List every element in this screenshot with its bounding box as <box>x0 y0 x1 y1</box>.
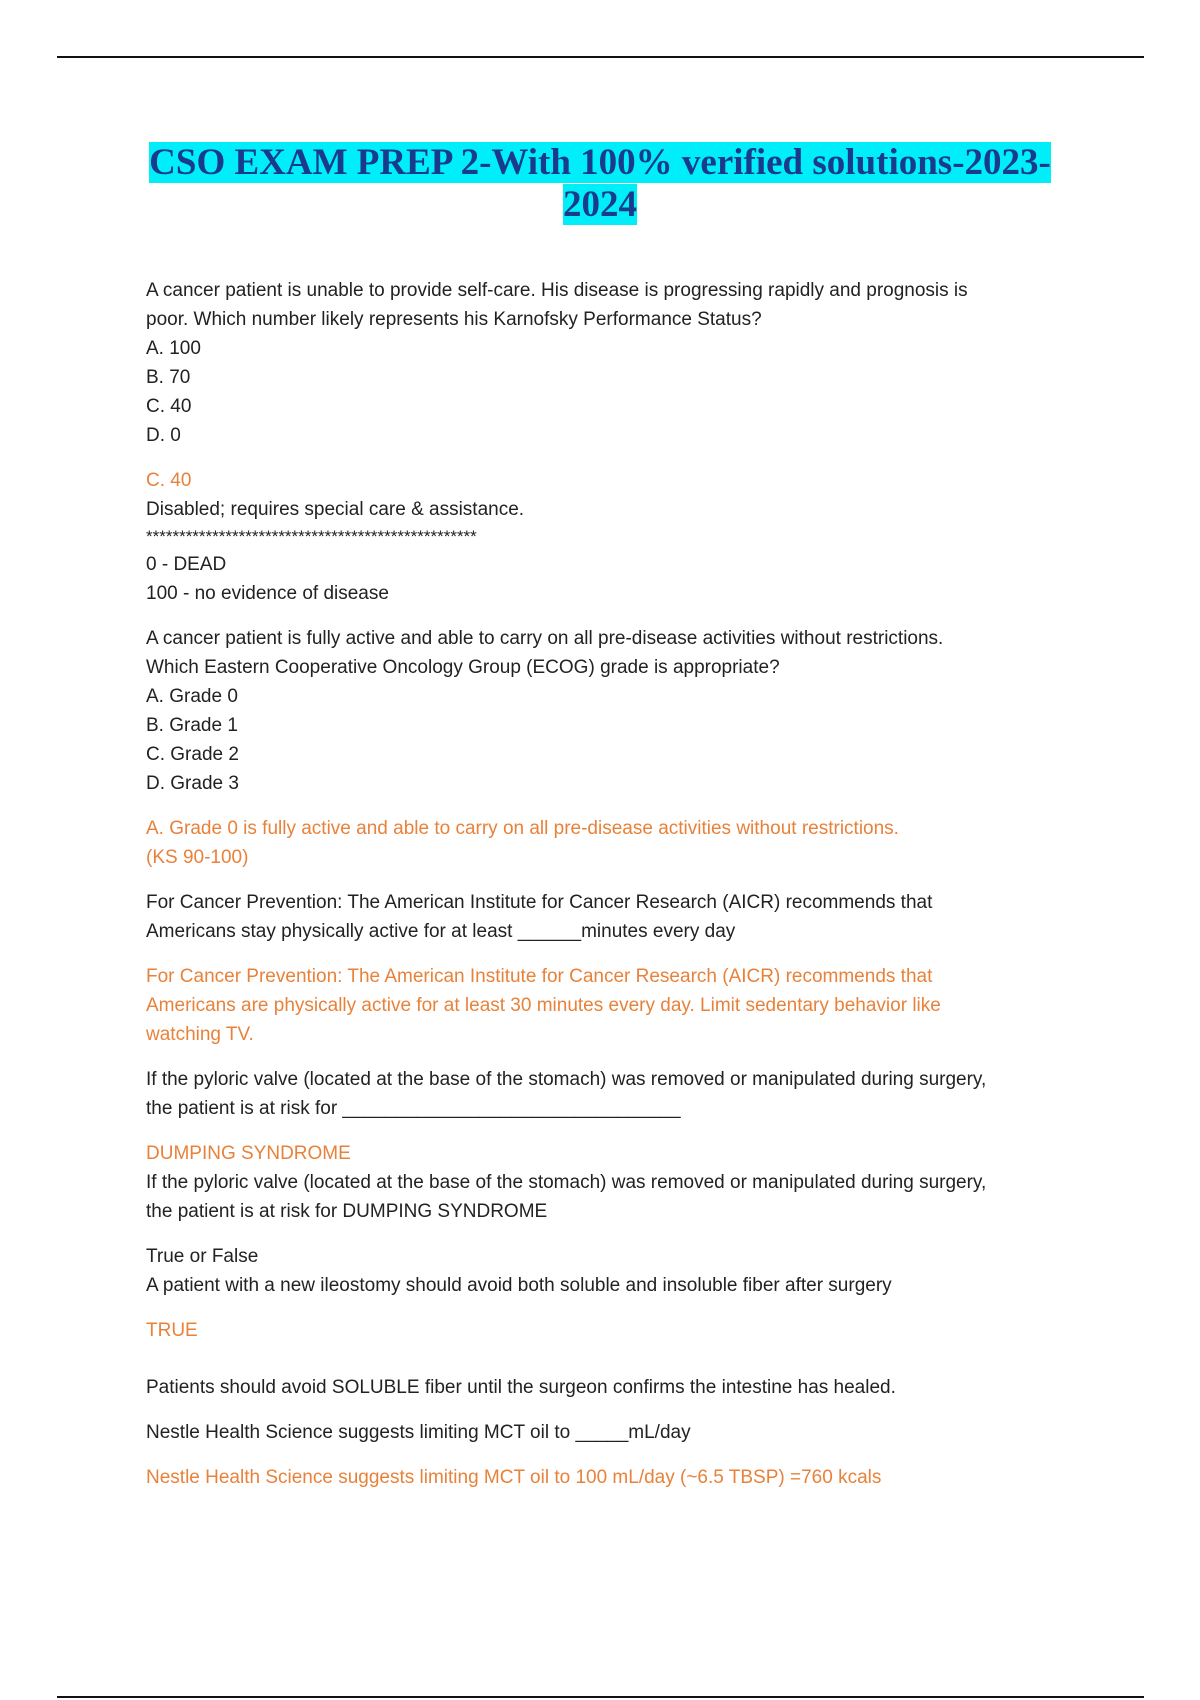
answer-1 <box>146 466 1066 608</box>
bottom-rule <box>57 1696 1144 1698</box>
option-c: C. 40 <box>146 396 192 417</box>
note-text: 100 - no evidence of disease <box>146 583 389 604</box>
question-text: poor. Which number likely represents his Karnofsky Performance Status? <box>146 309 762 330</box>
option-b: B. 70 <box>146 367 191 388</box>
question-3 <box>146 888 1066 946</box>
spacer <box>146 1345 1066 1373</box>
question-text: For Cancer Prevention: The American Institute for Cancer Research (AICR) recommends that <box>146 892 933 913</box>
separator-stars: ************************************************** <box>146 527 477 546</box>
answer-2 <box>146 814 1066 872</box>
option-a: A. Grade 0 <box>146 686 238 707</box>
answer-text: watching TV. <box>146 1024 254 1045</box>
answer-text: (KS 90-100) <box>146 847 249 868</box>
option-c: C. Grade 2 <box>146 744 239 765</box>
question-text: A cancer patient is fully active and able to carry on all pre-disease activities without restrictions. <box>146 628 944 649</box>
answer-text: A. Grade 0 is fully active and able to carry on all pre-disease activities without restrictions. <box>146 818 899 839</box>
question-5 <box>146 1242 1066 1300</box>
question-text: A patient with a new ileostomy should avoid both soluble and insoluble fiber after surgery <box>146 1275 892 1296</box>
answer-text: Nestle Health Science suggests limiting MCT oil to 100 mL/day (~6.5 TBSP) =760 kcals <box>146 1467 882 1488</box>
explanation-text: If the pyloric valve (located at the base of the stomach) was removed or manipulated during surgery, <box>146 1172 987 1193</box>
question-text: Americans stay physically active for at least ______minutes every day <box>146 921 736 942</box>
option-d: D. Grade 3 <box>146 773 239 794</box>
answer-5 <box>146 1316 1066 1402</box>
explanation-text: Patients should avoid SOLUBLE fiber until the surgeon confirms the intestine has healed. <box>146 1377 896 1398</box>
document-body <box>146 276 1066 1508</box>
answer-text: Americans are physically active for at least 30 minutes every day. Limit sedentary behavior like <box>146 995 941 1016</box>
question-text: Which Eastern Cooperative Oncology Group (ECOG) grade is appropriate? <box>146 657 780 678</box>
question-text: Nestle Health Science suggests limiting MCT oil to _____mL/day <box>146 1422 691 1443</box>
question-text: If the pyloric valve (located at the base of the stomach) was removed or manipulated during surgery, <box>146 1069 987 1090</box>
title-line-1: CSO EXAM PREP 2-With 100% verified solutions-2023- <box>149 142 1051 183</box>
option-a: A. 100 <box>146 338 201 359</box>
answer-4 <box>146 1139 1066 1226</box>
option-b: B. Grade 1 <box>146 715 238 736</box>
title-line-2: 2024 <box>563 184 637 225</box>
question-2 <box>146 624 1066 798</box>
explanation-text: Disabled; requires special care & assistance. <box>146 499 525 520</box>
answer-text: TRUE <box>146 1320 198 1341</box>
question-1 <box>146 276 1066 450</box>
question-text: the patient is at risk for ________________________________ <box>146 1098 681 1119</box>
answer-text: C. 40 <box>146 470 192 491</box>
note-text: 0 - DEAD <box>146 554 227 575</box>
answer-text: For Cancer Prevention: The American Institute for Cancer Research (AICR) recommends that <box>146 966 933 987</box>
question-text: True or False <box>146 1246 259 1267</box>
answer-3 <box>146 962 1066 1049</box>
question-text: A cancer patient is unable to provide self-care. His disease is progressing rapidly and prognosis is <box>146 280 968 301</box>
question-6 <box>146 1418 1066 1447</box>
option-d: D. 0 <box>146 425 181 446</box>
answer-text: DUMPING SYNDROME <box>146 1143 351 1164</box>
question-4 <box>146 1065 1066 1123</box>
answer-6 <box>146 1463 1066 1492</box>
page-title <box>146 142 1054 226</box>
explanation-text: the patient is at risk for DUMPING SYNDROME <box>146 1201 548 1222</box>
top-rule <box>57 56 1144 58</box>
